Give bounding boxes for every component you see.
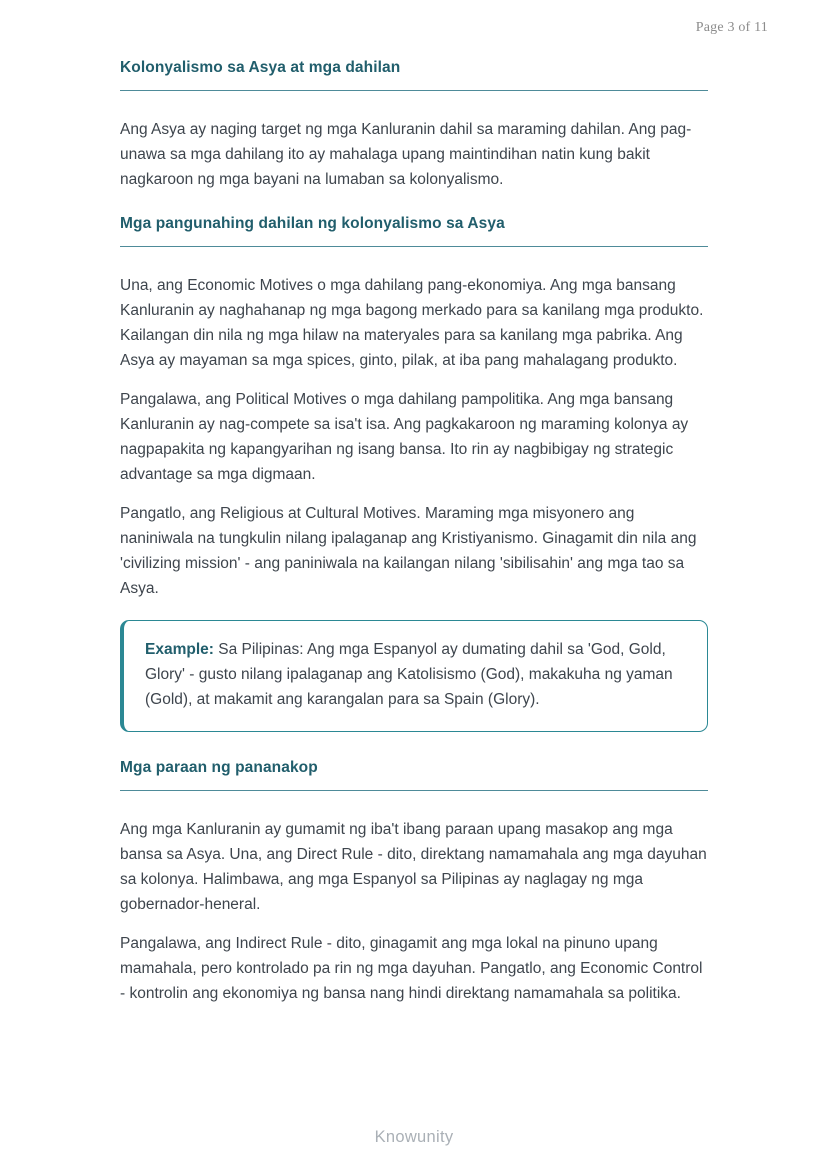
section-kolonyalismo-sa-asya	[120, 58, 708, 192]
paragraph: Pangalawa, ang Political Motives o mga dahilang pampolitika. Ang mga bansang Kanluranin ay nag-compete sa isa't isa. Ang pagkakaroon ng maraming kolonya ay nagpapakita ng kapangyarihan ng isang bansa. Ito rin ay nagbibigay ng strategic advantage sa mga digmaan.	[120, 391, 689, 483]
page-content	[120, 0, 708, 1006]
section-mga-pangunahing-dahilan	[120, 214, 708, 732]
section-divider	[120, 790, 708, 791]
brand-name: Knowunity	[374, 1128, 454, 1146]
brand-footer	[0, 1128, 828, 1147]
section-divider	[120, 90, 708, 91]
section-title: Mga paraan ng pananakop	[120, 759, 318, 776]
section-title: Kolonyalismo sa Asya at mga dahilan	[120, 59, 401, 76]
paragraph: Ang mga Kanluranin ay gumamit ng iba't ibang paraan upang masakop ang mga bansa sa Asya. Una, ang Direct Rule - dito, direktang namamahala ang mga dayuhan sa kolonya. Halimbawa, ang mga Espanyol sa Pilipinas ay naglagay ng mga gobernador-heneral.	[120, 821, 707, 913]
section-mga-paraan-ng-pananakop	[120, 758, 708, 1006]
paragraph: Pangatlo, ang Religious at Cultural Motives. Maraming mga misyonero ang naniniwala na tungkulin nilang ipalaganap ang Kristiyanismo. Ginagamit din nila ang 'civilizing mission' - ang paniniwala na kailangan nilang 'sibilisahin' ang mga tao sa Asya.	[120, 505, 697, 597]
example-box	[120, 620, 708, 732]
paragraph: Ang Asya ay naging target ng mga Kanluranin dahil sa maraming dahilan. Ang pag-unawa sa mga dahilang ito ay mahalaga upang maintindihan natin kung bakit nagkaroon ng mga bayani na lumaban sa kolonyalismo.	[120, 121, 692, 188]
section-divider	[120, 246, 708, 247]
paragraph: Una, ang Economic Motives o mga dahilang pang-ekonomiya. Ang mga bansang Kanluranin ay naghahanap ng mga bagong merkado para sa kanilang mga produkto. Kailangan din nila ng mga hilaw na materyales para sa kanilang mga pabrika. Ang Asya ay mayaman sa mga spices, ginto, pilak, at iba pang mahalagang produkto.	[120, 277, 704, 369]
example-text: Sa Pilipinas: Ang mga Espanyol ay dumating dahil sa 'God, Gold, Glory' - gusto nilang ipalaganap ang Katolisismo (God), makakuha ng yaman (Gold), at makamit ang karangalan para sa Spain (Glory).	[145, 641, 673, 708]
section-title: Mga pangunahing dahilan ng kolonyalismo sa Asya	[120, 215, 505, 232]
paragraph: Pangalawa, ang Indirect Rule - dito, ginagamit ang mga lokal na pinuno upang mamahala, pero kontrolado pa rin ng mga dayuhan. Pangatlo, ang Economic Control - kontrolin ang ekonomiya ng bansa nang hindi direktang namamahala sa politika.	[120, 935, 703, 1002]
example-label: Example:	[145, 641, 214, 658]
page-number: Page 3 of 11	[695, 20, 768, 35]
